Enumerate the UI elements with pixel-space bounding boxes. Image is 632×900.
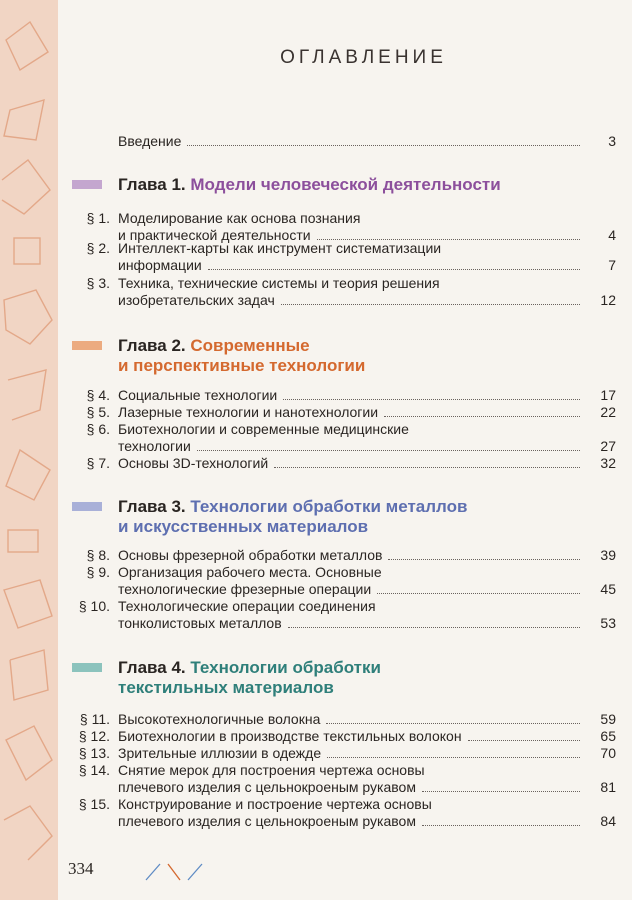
chapter-title-line bbox=[118, 678, 608, 698]
chapter-title bbox=[118, 658, 608, 698]
section-title bbox=[118, 240, 586, 274]
page-ref: 81 bbox=[600, 779, 616, 795]
title-line bbox=[118, 581, 586, 598]
title-text: тонколистовых металлов bbox=[118, 615, 282, 631]
title-text: Социальные технологии bbox=[118, 387, 278, 403]
chapter-title-line bbox=[118, 175, 608, 195]
section-title bbox=[118, 133, 586, 150]
toc-entry[interactable] bbox=[72, 796, 620, 830]
title-line bbox=[118, 455, 586, 472]
title-line bbox=[118, 292, 586, 309]
dot-leader bbox=[326, 723, 580, 724]
section-number: § 4. bbox=[86, 387, 110, 403]
section-number: § 15. bbox=[78, 796, 110, 812]
section-number: § 1. bbox=[86, 210, 110, 226]
chapter-title-line bbox=[118, 517, 608, 537]
section-number: § 13. bbox=[78, 745, 110, 761]
title-text: технологические фрезерные операции bbox=[118, 581, 372, 597]
section-title bbox=[118, 745, 586, 762]
page-ref: 84 bbox=[600, 813, 616, 829]
section-title bbox=[118, 728, 586, 745]
title-line bbox=[118, 257, 586, 274]
section-number: § 3. bbox=[86, 275, 110, 291]
title-text: изобретательских задач bbox=[118, 292, 275, 308]
chapter-name: и перспективные технологии bbox=[118, 356, 366, 375]
dot-leader bbox=[197, 450, 580, 451]
toc-entry[interactable] bbox=[72, 728, 620, 745]
title-text: Биотехнологии в производстве текстильных волокон bbox=[118, 728, 462, 744]
geometric-pattern-decoration bbox=[0, 0, 58, 900]
decorative-margin-band bbox=[0, 0, 58, 900]
page-number: 334 bbox=[68, 859, 94, 878]
decorative-slashes bbox=[144, 860, 224, 882]
toc-entry[interactable] bbox=[72, 404, 620, 421]
title-text: Зрительные иллюзии в одежде bbox=[118, 745, 322, 761]
chapter-name: Технологии обработки bbox=[190, 658, 381, 677]
toc-entry[interactable] bbox=[72, 564, 620, 598]
title-text: Лазерные технологии и нанотехнологии bbox=[118, 404, 379, 420]
title-text: плечевого изделия с цельнокроеным рукавом bbox=[118, 813, 416, 829]
dot-leader bbox=[468, 740, 580, 741]
page-ref: 17 bbox=[600, 387, 616, 403]
section-title bbox=[118, 796, 586, 830]
chapter-color-bar bbox=[72, 502, 102, 511]
section-title bbox=[118, 275, 586, 309]
chapter-name: Современные bbox=[190, 336, 310, 355]
title-line: Технологические операции соединения bbox=[118, 598, 376, 614]
title-line: Конструирование и построение чертежа основы bbox=[118, 796, 432, 812]
dot-leader bbox=[274, 467, 580, 468]
title-line: Моделирование как основа познания bbox=[118, 210, 361, 226]
title-line bbox=[118, 404, 586, 421]
section-number: § 5. bbox=[86, 404, 110, 420]
dot-leader bbox=[377, 593, 580, 594]
page-ref: 22 bbox=[600, 404, 616, 420]
chapter-color-bar bbox=[72, 180, 102, 189]
toc-entry[interactable] bbox=[72, 745, 620, 762]
title-text: Введение bbox=[118, 133, 182, 149]
dot-leader bbox=[187, 145, 580, 146]
chapter-title bbox=[118, 497, 608, 537]
title-line bbox=[118, 133, 586, 150]
title-line: Биотехнологии и современные медицинские bbox=[118, 421, 409, 437]
chapter-title bbox=[118, 175, 608, 195]
section-number: § 2. bbox=[86, 240, 110, 256]
dot-leader bbox=[422, 825, 580, 826]
title-line: Интеллект-карты как инструмент систематизации bbox=[118, 240, 442, 256]
page-ref: 3 bbox=[608, 133, 616, 149]
page-ref: 59 bbox=[600, 711, 616, 727]
toc-entry[interactable] bbox=[72, 598, 620, 632]
chapter-prefix: Глава 2. bbox=[118, 336, 191, 355]
section-number: § 11. bbox=[79, 711, 110, 727]
dot-leader bbox=[422, 791, 580, 792]
chapter-title-line bbox=[118, 356, 608, 376]
toc-entry[interactable] bbox=[72, 455, 620, 472]
dot-leader bbox=[281, 304, 580, 305]
section-title bbox=[118, 547, 586, 564]
page-ref: 39 bbox=[600, 547, 616, 563]
dot-leader bbox=[208, 269, 580, 270]
section-title bbox=[118, 387, 586, 404]
title-text: Высокотехнологичные волокна bbox=[118, 711, 321, 727]
chapter-name: Модели человеческой деятельности bbox=[190, 175, 501, 194]
title-line bbox=[118, 779, 586, 796]
page-ref: 53 bbox=[600, 615, 616, 631]
chapter-prefix: Глава 3. bbox=[118, 497, 191, 516]
chapter-prefix: Глава 4. bbox=[118, 658, 191, 677]
section-number: § 10. bbox=[78, 598, 110, 614]
section-number: § 9. bbox=[86, 564, 110, 580]
title-line bbox=[118, 387, 586, 404]
title-text: Основы фрезерной обработки металлов bbox=[118, 547, 383, 563]
title-line: Техника, технические системы и теория решения bbox=[118, 275, 440, 291]
toc-entry[interactable] bbox=[72, 133, 620, 150]
toc-entry[interactable] bbox=[72, 421, 620, 455]
title-text: Основы 3D-технологий bbox=[118, 455, 269, 471]
title-text: и практической деятельности bbox=[118, 227, 311, 243]
page-ref: 4 bbox=[608, 227, 616, 243]
chapter-color-bar bbox=[72, 341, 102, 350]
page-ref: 70 bbox=[600, 745, 616, 761]
dot-leader bbox=[388, 559, 580, 560]
toc-entry[interactable] bbox=[72, 762, 620, 796]
toc-entry[interactable] bbox=[72, 547, 620, 564]
section-title bbox=[118, 762, 586, 796]
title-line bbox=[118, 728, 586, 745]
chapter-prefix: Глава 1. bbox=[118, 175, 191, 194]
page-ref: 65 bbox=[600, 728, 616, 744]
title-line: Организация рабочего места. Основные bbox=[118, 564, 382, 580]
dot-leader bbox=[288, 627, 580, 628]
dot-leader bbox=[327, 757, 580, 758]
title-line bbox=[118, 711, 586, 728]
toc-entry[interactable] bbox=[72, 210, 620, 244]
title-line bbox=[118, 745, 586, 762]
toc-entry[interactable] bbox=[72, 387, 620, 404]
section-title bbox=[118, 404, 586, 421]
title-text: плечевого изделия с цельнокроеным рукавом bbox=[118, 779, 416, 795]
chapter-name: Технологии обработки металлов bbox=[190, 497, 468, 516]
toc-entry[interactable] bbox=[72, 275, 620, 309]
chapter-color-bar bbox=[72, 663, 102, 672]
section-title bbox=[118, 711, 586, 728]
chapter-title-line bbox=[118, 336, 608, 356]
page-ref: 45 bbox=[600, 581, 616, 597]
title-line bbox=[118, 813, 586, 830]
title-text: технологии bbox=[118, 438, 191, 454]
section-number: § 7. bbox=[86, 455, 110, 471]
dot-leader bbox=[384, 416, 580, 417]
section-title bbox=[118, 564, 586, 598]
section-title bbox=[118, 210, 586, 244]
title-line bbox=[118, 438, 586, 455]
page-ref: 32 bbox=[600, 455, 616, 471]
chapter-title bbox=[118, 336, 608, 376]
page-ref: 27 bbox=[600, 438, 616, 454]
section-title bbox=[118, 455, 586, 472]
title-line bbox=[118, 615, 586, 632]
chapter-name: и искусственных материалов bbox=[118, 517, 369, 536]
page-title: ОГЛАВЛЕНИЕ bbox=[280, 47, 447, 68]
title-line bbox=[118, 547, 586, 564]
section-number: § 12. bbox=[78, 728, 110, 744]
dot-leader bbox=[283, 399, 580, 400]
section-number: § 14. bbox=[78, 762, 110, 778]
page-ref: 12 bbox=[600, 292, 616, 308]
section-number: § 6. bbox=[86, 421, 110, 437]
title-text: информации bbox=[118, 257, 202, 273]
section-title bbox=[118, 421, 586, 455]
chapter-name: текстильных материалов bbox=[118, 678, 334, 697]
section-number: § 8. bbox=[86, 547, 110, 563]
title-line: Снятие мерок для построения чертежа основы bbox=[118, 762, 425, 778]
page-ref: 7 bbox=[608, 257, 616, 273]
toc-entry[interactable] bbox=[72, 240, 620, 274]
chapter-title-line bbox=[118, 658, 608, 678]
chapter-title-line bbox=[118, 497, 608, 517]
toc-entry[interactable] bbox=[72, 711, 620, 728]
section-title bbox=[118, 598, 586, 632]
